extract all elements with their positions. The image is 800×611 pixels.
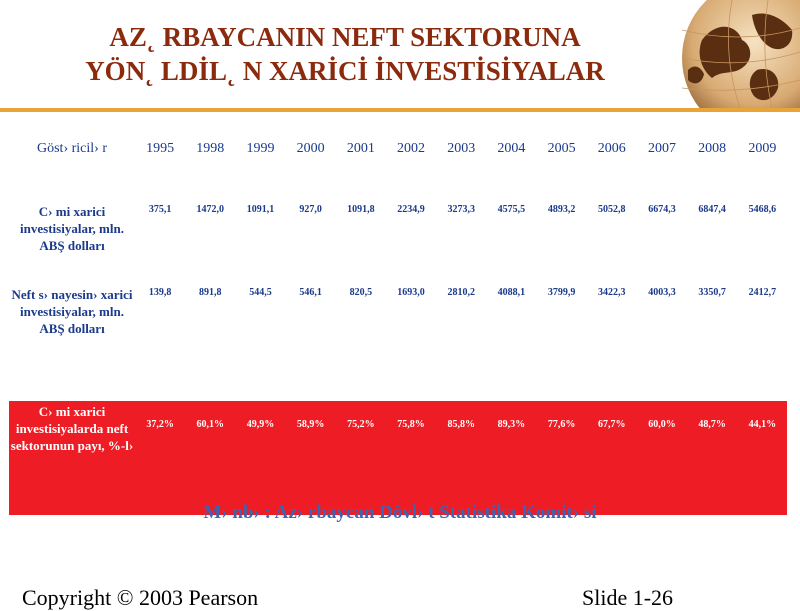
year-header: 2003	[447, 141, 476, 156]
table-row	[9, 284, 787, 401]
title-divider	[0, 108, 800, 112]
year-header: 2001	[346, 141, 375, 156]
table-cell: 2234,9	[397, 204, 425, 215]
table-cell: 60,0%	[637, 401, 687, 515]
title-line-2: YÖN˛ LDİL˛ N XARİCİ İNVESTİSİYALAR	[85, 56, 605, 86]
year-header: 2000	[296, 141, 325, 156]
slide-number: Slide 1-26	[582, 585, 674, 610]
table-cell: 2412,7	[748, 287, 777, 298]
year-header: 2006	[597, 141, 626, 156]
table-cell: 375,1	[148, 204, 172, 215]
table-cell: 4893,2	[547, 204, 576, 215]
copyright-footer: Copyright © 2003 Pearson	[22, 585, 259, 610]
table-cell: 544,5	[249, 287, 272, 298]
highlighted-table-row	[9, 401, 787, 515]
table-cell: 89,3%	[486, 401, 536, 515]
year-header: 2005	[547, 141, 576, 156]
year-header: 1995	[146, 141, 175, 156]
table-cell: 820,5	[349, 287, 373, 298]
table-cell: 927,0	[299, 204, 322, 215]
table-header-row	[9, 127, 787, 201]
table-cell: 3350,7	[698, 287, 726, 298]
table-cell: 6847,4	[698, 204, 726, 215]
table-cell: 3273,3	[447, 204, 475, 215]
table-cell: 48,7%	[687, 401, 737, 515]
table-cell: 75,8%	[386, 401, 436, 515]
table-cell: 85,8%	[436, 401, 486, 515]
table-cell: 44,1%	[737, 401, 787, 515]
row-label: C› mi xarici investisiyalarda neft sektorunun payı, %-l›	[9, 401, 135, 515]
title-line-1: AZ˛ RBAYCANIN NEFT SEKTORUNA	[109, 22, 581, 52]
table-cell: 891,8	[199, 287, 222, 298]
table-cell: 3422,3	[598, 287, 626, 298]
table-cell: 139,8	[148, 287, 172, 298]
table-cell: 77,6%	[537, 401, 587, 515]
table-cell: 546,1	[299, 287, 322, 298]
year-header: 2002	[397, 141, 426, 156]
table-cell: 49,9%	[235, 401, 285, 515]
table-cell: 1472,0	[196, 204, 225, 215]
table-cell: 3799,9	[547, 287, 576, 298]
table-cell: 60,1%	[185, 401, 235, 515]
year-header: 2004	[497, 141, 526, 156]
table-cell: 37,2%	[135, 401, 185, 515]
table-cell: 75,2%	[336, 401, 386, 515]
investment-table	[9, 127, 787, 515]
slide-title	[0, 20, 690, 88]
table-cell: 2810,2	[447, 287, 475, 298]
year-header: 2009	[748, 141, 777, 156]
year-header: 2007	[647, 141, 676, 156]
table-cell: 58,9%	[286, 401, 336, 515]
source-note: M› nb› : Az› rbaycan Dövl› t Statistika Komit› si	[203, 502, 597, 523]
table-row	[9, 201, 787, 284]
header-label: Göst› ricil› r	[37, 141, 107, 156]
row-label: Neft s› nayesin› xarici investisiyalar, mln. ABŞ dolları	[11, 287, 133, 336]
table-cell: 5052,8	[598, 204, 626, 215]
table-cell: 6674,3	[648, 204, 676, 215]
globe-icon	[682, 0, 800, 108]
table-cell: 4088,1	[497, 287, 526, 298]
table-cell: 4003,3	[648, 287, 676, 298]
year-header: 1999	[246, 141, 275, 156]
table-cell: 1091,8	[347, 204, 375, 215]
year-header: 1998	[196, 141, 225, 156]
table-cell: 4575,5	[497, 204, 526, 215]
table-cell: 1693,0	[397, 287, 425, 298]
table-cell: 1091,1	[246, 204, 275, 215]
table-cell: 67,7%	[587, 401, 637, 515]
table-cell: 5468,6	[748, 204, 777, 215]
row-label: C› mi xarici investisiyalar, mln. ABŞ dolları	[20, 204, 124, 253]
year-header: 2008	[698, 141, 727, 156]
